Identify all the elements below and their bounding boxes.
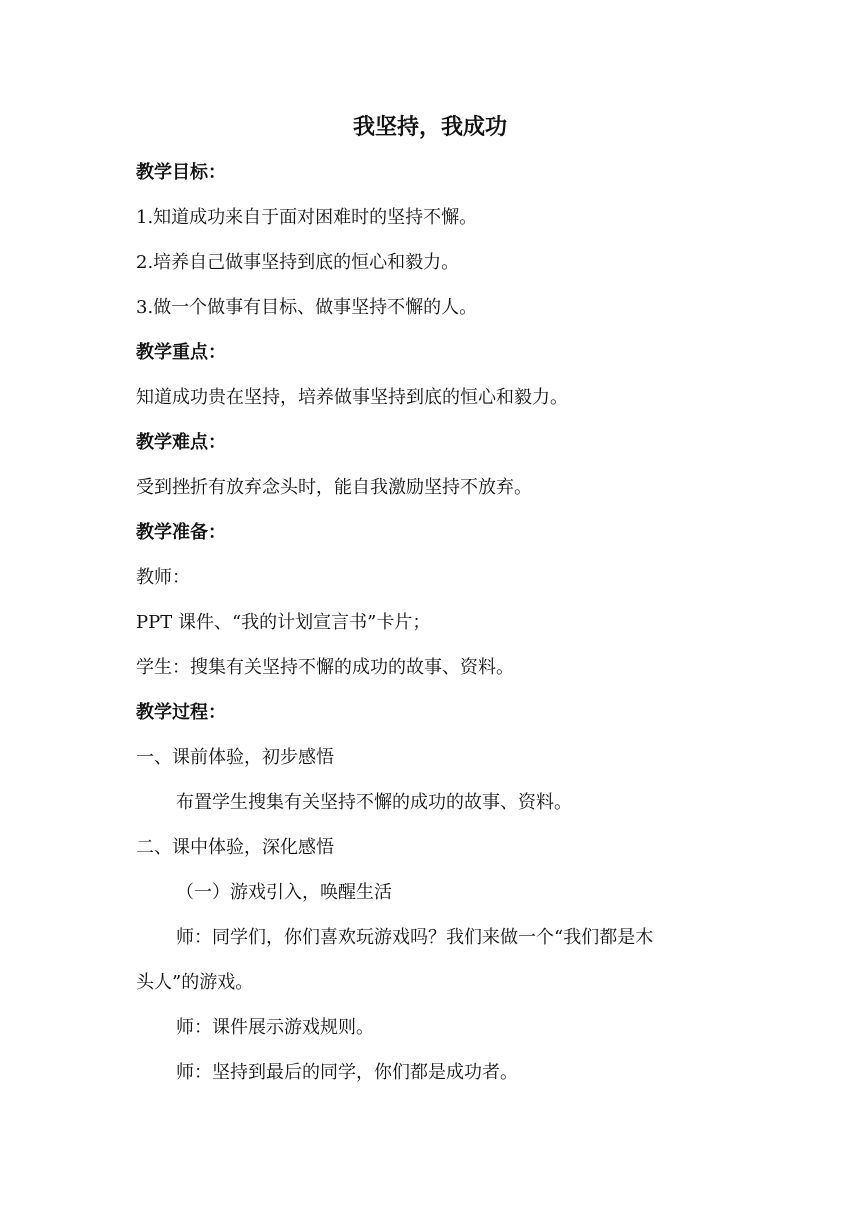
paragraph-1-line-2: 头人”的游戏。 bbox=[136, 972, 254, 993]
goal-item-2: 2.培养自己做事坚持到底的恒心和毅力。 bbox=[136, 252, 460, 273]
prep-student: 学生：搜集有关坚持不懈的成功的故事、资料。 bbox=[136, 657, 514, 678]
key-text: 知道成功贵在坚持，培养做事坚持到底的恒心和毅力。 bbox=[136, 387, 568, 408]
key-heading: 教学重点： bbox=[136, 342, 226, 363]
prep-teacher-items: PPT 课件、“我的计划宣言书”卡片； bbox=[136, 612, 431, 633]
section2-subheading: （一）游戏引入，唤醒生活 bbox=[176, 882, 392, 903]
difficulty-heading: 教学难点： bbox=[136, 432, 226, 453]
document-title: 我坚持，我成功 bbox=[352, 115, 507, 140]
goals-heading: 教学目标： bbox=[136, 162, 226, 183]
section1-title: 一、课前体验，初步感悟 bbox=[136, 747, 334, 768]
difficulty-text: 受到挫折有放弃念头时，能自我激励坚持不放弃。 bbox=[136, 477, 532, 498]
section1-text: 布置学生搜集有关坚持不懈的成功的故事、资料。 bbox=[176, 792, 572, 813]
paragraph-2: 师：课件展示游戏规则。 bbox=[176, 1017, 374, 1038]
goal-item-1: 1.知道成功来自于面对困难时的坚持不懈。 bbox=[136, 207, 478, 228]
process-heading: 教学过程： bbox=[136, 702, 226, 723]
paragraph-1-line-1: 师：同学们，你们喜欢玩游戏吗？我们来做一个“我们都是木 bbox=[176, 927, 654, 948]
goal-item-3: 3.做一个做事有目标、做事坚持不懈的人。 bbox=[136, 297, 478, 318]
prep-heading: 教学准备： bbox=[136, 522, 226, 543]
section2-title: 二、课中体验，深化感悟 bbox=[136, 837, 334, 858]
prep-teacher-label: 教师： bbox=[136, 567, 190, 588]
paragraph-3: 师：坚持到最后的同学，你们都是成功者。 bbox=[176, 1062, 518, 1083]
